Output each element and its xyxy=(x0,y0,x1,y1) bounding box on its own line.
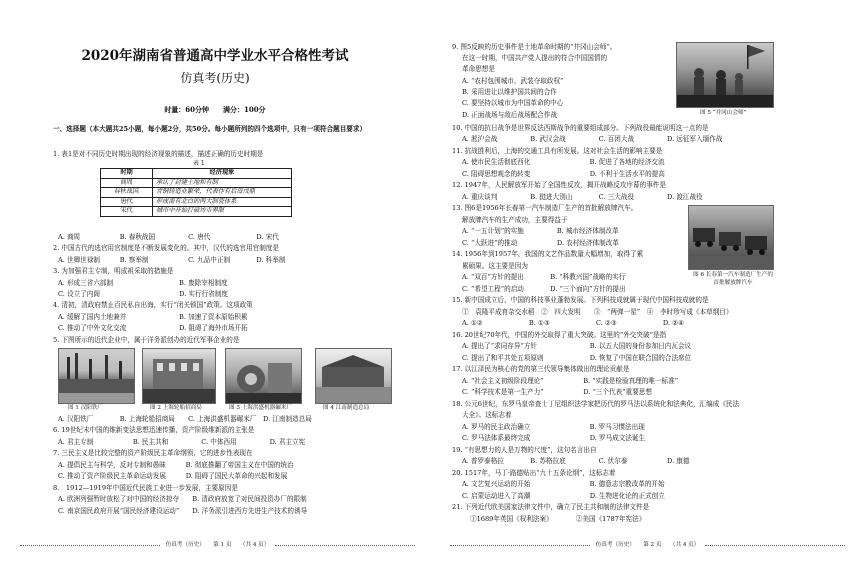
answer-option: B. 采用进让以维护国共间的合作 xyxy=(462,88,557,96)
exam-page-2 xyxy=(430,0,860,573)
question-line: 19. “有思想力的人是万物的尺度”，这句名言出自 xyxy=(452,446,597,454)
answer-options: A. 文艺复兴运动的开始 B. 德意志宗教改革的开始 xyxy=(462,480,665,488)
question-line: 11. 抗战胜利后，上海的交通工具有所发展。这对社会生活的影响主要是 xyxy=(452,147,663,155)
economy-table xyxy=(100,168,292,217)
question-line: 大全》。这标志着 xyxy=(462,411,512,419)
arsenal-illustration xyxy=(316,349,391,403)
figure-caption: 图 3 上海洪盛机器碾米厂 xyxy=(229,405,293,411)
answer-options: C. 罗马法体系最终完成 D. 罗马成文法诞生 xyxy=(462,434,646,442)
figure-caption: 图 1 汉阳铁厂 xyxy=(68,405,104,411)
question-line: 在这一时期，中国共产党人提出的符合中国国情的 xyxy=(462,54,608,62)
question-line: ① 袁隆平成育杂交水稻 ② 四大发明 ③ “两弹一星” ④ 李时珍写成《本草纲目》 xyxy=(462,308,733,316)
answer-options: A. “双百”方针的提出 B. “科教兴国”战略的实行 xyxy=(462,273,626,281)
question-line: 累硕果。这主要是因为 xyxy=(462,262,528,270)
answer-options: A. 欧洲列强暂时放松了对中国的经济掠夺 B. 清政府放宽了对民间投资办厂的限制 xyxy=(58,495,307,503)
answer-options: A. 重庆谈判 B. 挺进大别山 C. 三大战役 D. 渡江战役 xyxy=(462,193,703,201)
question-line: 10. 中国的抗日战争是世界反法西斯战争的重要组成部分。下列战役最能说明这一点的是 xyxy=(452,124,709,132)
answer-options: C. 设立了内阁 D. 实行行省制度 xyxy=(58,290,228,298)
table-cell: 商周 xyxy=(101,178,153,188)
table-cell: 春秋战国 xyxy=(101,188,153,198)
question-line: 2. 中国古代的选官用官制度是不断发展变化的。其中，汉代的选官用官制度是 xyxy=(53,244,279,252)
footer-text: 仿真考（历史） 第 1 页 （共 4 页） xyxy=(165,542,270,548)
answer-options: A. 使市民生活彻底西化 B. 促进了各地的经济交流 xyxy=(462,158,665,166)
table-header: 时期 xyxy=(101,169,153,179)
rice-mill-photo xyxy=(225,348,302,404)
exam-title: 2020年湖南省普通高中学业水平合格性考试 xyxy=(81,48,349,64)
answer-options: A. “社会主义初级阶段理论” B. “实践是检验真理的唯一标准” xyxy=(462,377,679,385)
answer-options: C. 启蒙运动进入了高潮 D. 生物进化论的正式创立 xyxy=(462,492,665,500)
table-cell: 承认了封建土地和有制 xyxy=(153,178,292,188)
answer-options: C. 推动了资产阶级民主革命运动发展 D. 阻碍了国民大革命的兴起和发展 xyxy=(58,472,288,480)
answer-options: A. 提出了“求同存异”方针 B. 以五大国的身份参加日内瓦会议 xyxy=(462,342,692,350)
answer-options: A. 世卿世禄制 B. 察举制 C. 九品中正制 D. 科举制 xyxy=(58,256,286,264)
figure-caption: 图 4 江南制造总局 xyxy=(323,405,370,411)
answer-options: ①1689年英国《权利法案》 ②美国《1787年宪法》 xyxy=(470,515,646,523)
machinery-illustration xyxy=(226,349,301,403)
answer-options: A. ①② B. ①③ C. ②③ D. ②④ xyxy=(462,319,684,327)
answer-options: A. 形成三省六部制 B. 废除宰相制度 xyxy=(58,279,228,287)
table-cell: 形成南有北白的两大制瓷体系 xyxy=(153,197,292,207)
table-row xyxy=(101,197,292,207)
answer-options: C. “希望工程”的启动 D. “三个面向”方针的提出 xyxy=(462,285,626,293)
question-line: 3. 为加强君主专制，明成祖采取的措施是 xyxy=(53,267,174,275)
figure-caption: 图 2 上海轮船招商局 xyxy=(150,405,202,411)
answer-option: A. “农村包围城市，武装夺取政权” xyxy=(462,77,564,85)
answer-options: C. “科学技术是第一生产力” D. “三个代表”重要思想 xyxy=(462,388,652,396)
factory-illustration xyxy=(59,349,134,403)
exam-meta: 时量：60分钟 满分：100分 xyxy=(164,105,266,114)
question-line: 1. 表1是对不同历史时期出现的经济现象的描述，描述正确的历史时期是 xyxy=(53,150,264,158)
question-line: 15. 新中国成立后，中国的科技事业蓬勃发展。下列科技成就属于现代中国科技成就的是 xyxy=(452,296,709,304)
footer-text: 仿真考（历史） 第 2 页 （共 4 页） xyxy=(595,542,700,548)
answer-option: C. 要坚持以城市为中国革命的中心 xyxy=(462,99,564,107)
answer-options: A. 商周 B. 春秋战国 C. 唐代 D. 宋代 xyxy=(58,233,279,241)
question-line: 17. 以江泽民为核心的党的第三代领导集体做出的理论贡献是 xyxy=(452,365,630,373)
table-row xyxy=(101,188,292,198)
section-heading: 一、选择题（本大题共25小题，每小题2分，共50分。每小题所列的四个选项中，只有一项符合题目要求） xyxy=(53,125,367,133)
page-footer xyxy=(20,541,415,549)
table-cell: 唐代 xyxy=(101,197,153,207)
hanyang-ironworks-photo xyxy=(58,348,135,404)
merchants-steam-navigation-photo xyxy=(142,348,216,404)
crowd-illustration xyxy=(677,43,773,107)
question-line: 13. 图6是1956年长春第一汽车制造厂生产的首批解放牌汽车。 xyxy=(452,204,638,212)
answer-options: C. 阻碍思想观念的转变 D. 不利于生活水平的提高 xyxy=(462,170,665,178)
question-line: 5. 下图所示的近代企业中，属于洋务派创办的近代军事企业的是 xyxy=(53,336,240,344)
table-row xyxy=(101,207,292,217)
answer-options: A. 淞沪会战 B. 武汉会战 C. 百团大战 D. 远征军入缅作战 xyxy=(462,135,723,143)
building-illustration xyxy=(143,349,215,403)
liberation-truck-photo xyxy=(688,205,774,270)
answer-options: A. 汉阳铁厂 B. 上海轮船招商局 C. 上海洪盛机器碾米厂 D. 江南制造总局 xyxy=(58,415,312,423)
figure-caption: 图 5 “井冈山会师” xyxy=(700,110,747,116)
question-line: 20. 1517年，马丁·路德贴出“九十五条论纲”，这标志着 xyxy=(452,469,616,477)
question-line: 7. 三民主义是比较完整的资产阶级民主革命纲领，它的进步性表现在 xyxy=(53,449,253,457)
question-line: 14. 1956年到1957年，我国的文艺作品数量大幅增加，取得了累 xyxy=(452,250,644,258)
question-line: 解放牌汽车的生产成功，主要得益于 xyxy=(462,216,568,224)
answer-options: A. 缓解了国内土地兼并 B. 加速了资本原始积累 xyxy=(58,313,248,321)
table-cell: 青铜铸造业繁荣，代表作有后母戊鼎 xyxy=(153,188,292,198)
answer-options: C. 南京国民政府开展“国民经济建设运动” D. 洋务派引进西方先进生产技术的诱导 xyxy=(58,507,308,515)
answer-options: C. 提出了和平共处五项原则 D. 恢复了中国在联合国的合法席位 xyxy=(462,354,692,362)
question-line: 4. 清初，清政府禁止百民私自出海，实行“闭关锁国”政策。这项政策 xyxy=(53,301,253,309)
answer-options: C. “大跃进”的推动 D. 农村经济体制改革 xyxy=(462,239,619,247)
answer-options: A. “一五计划”的实施 B. 城市经济体制改革 xyxy=(462,227,619,235)
figure-caption: 图 6 长春第一汽车制造厂生产的首批解放牌汽车 xyxy=(693,272,773,286)
question-line: 6. 19世纪末中国的维新变法思想迅速传播，资产阶级维新派的主张是 xyxy=(53,426,255,434)
table-cell: 宋代 xyxy=(101,207,153,217)
answer-options: A. 罗马的民主政治确立 B. 罗马习惯法出现 xyxy=(462,423,645,431)
question-line: 18. 公元6世纪，东罗马皇帝查士丁尼组织法学家把历代的罗马法以系统化和法典化，汇编成《民法 xyxy=(452,400,740,408)
answer-option: D. 正面战场与敌后战场配合作战 xyxy=(462,111,557,119)
question-line: 8. 1912—1919年中国近代民族工业进一步发展，主要原因是 xyxy=(53,484,238,492)
answer-options: A. 普罗泰格拉 B. 苏格拉底 C. 伏尔泰 D. 康德 xyxy=(462,457,690,465)
trucks-illustration xyxy=(689,206,773,269)
exam-subtitle: 仿真考(历史) xyxy=(180,71,250,85)
table-caption: 表 1 xyxy=(193,160,205,167)
question-line: 革命思想是 xyxy=(462,65,495,73)
page-footer xyxy=(450,541,845,549)
answer-options: C. 推动了中外文化交流 D. 阻碍了海外市场开拓 xyxy=(58,324,248,332)
question-line: 12. 1947年，人民解放军开始了全国性反攻，揭开战略反攻序幕的事件是 xyxy=(452,181,666,189)
table-cell: 城市中开始打破坊市界限 xyxy=(153,207,292,217)
question-line: 16. 20世纪70年代，中国的外交取得了重大突破。这里的“外交突破”是指 xyxy=(452,331,667,339)
jiangnan-arsenal-photo xyxy=(315,348,392,404)
table-header: 经济现象 xyxy=(153,169,292,179)
answer-options: A. 提倡民主与科学，反对专制和愚昧 B. 彻底推翻了帝国主义在中国的统治 xyxy=(58,461,294,469)
jinggangshan-painting xyxy=(676,42,774,108)
question-line: 21. 下列近代欧美国家法律文件中，确立了民主共和制的法律文件是 xyxy=(452,503,650,511)
answer-options: A. 君主专制 B. 民主共和 C. 中体西用 D. 君主立宪 xyxy=(58,438,306,446)
question-line: 9. 图5反映的历史事件是土地革命时期的“井冈山会师”。 xyxy=(452,43,617,51)
table-row xyxy=(101,178,292,188)
